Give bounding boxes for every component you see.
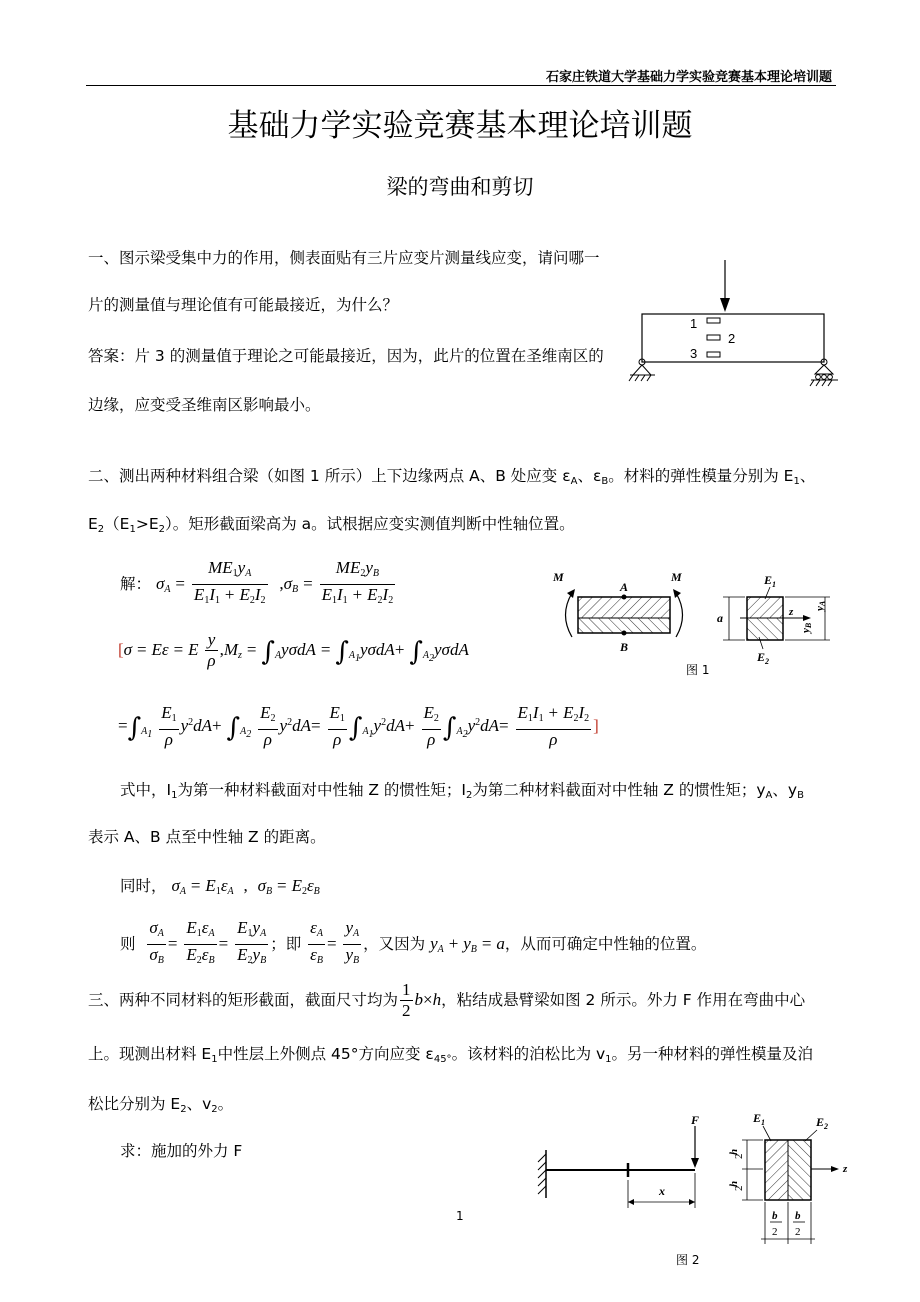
fig1-label-E1: $E_1$: [764, 573, 777, 589]
header-rule: [86, 85, 836, 86]
fig2-label-b-left: b: [772, 1210, 778, 1222]
fig1-label-B: B: [620, 640, 629, 654]
fig1-caption: 图 1: [686, 663, 710, 677]
page-subtitle: 梁的弯曲和剪切: [386, 175, 534, 199]
fig2-label-2-right: 2: [795, 1226, 801, 1238]
fig2-label-2-top: 2: [733, 1153, 745, 1159]
q1-answer-1: 答案：片 3 的测量值于理论之可能最接近，因为，此片的位置在圣维南区的: [88, 347, 604, 365]
fig1-label-M-right: M: [671, 570, 682, 584]
fig1-label-yB: yB: [800, 622, 813, 633]
q2-solution-formula-3: $=\int_{A_1}$ $\frac{E_1}{\rho}$ $y^2dA+ \int_{A_2}$ $\frac{E_2}{\rho}$ $y^2dA=$ $\frac{E_1}{\rho}$ $\int_{A_1}y^2dA+$ $\frac{E_2}{\rho}$ $\int_{A_2}y^2dA=$ $\frac{E_1I_1 + E_2I_2}{\rho}$ ]: [118, 703, 599, 749]
fig1-label-A: A: [620, 580, 629, 594]
q2-where-line-1: 式中，$I_1$为第一种材料截面对中性轴 Z 的惯性矩；$I_2$为第二种材料截面对中性轴 Z 的惯性矩；$y_A$、$y_B$: [120, 781, 804, 801]
fig2-label-2-left: 2: [772, 1226, 778, 1238]
q1-answer-2: 边缘，应变受圣维南区影响最小。: [88, 396, 321, 414]
fig2-label-E2: $E_2$: [816, 1115, 829, 1131]
q2-then-line: 则 $\frac{\sigma_A}{\sigma_B}$ = $\frac{E_1\varepsilon_A}{E_2\varepsilon_B}$ = $\frac{E_1y_A}{E_2y_B}$ ；即 $\frac{\varepsilon_A}{\varepsilon_B}$ = $\frac{y_A}{y_B}$ ，又因为 $y_A + y_B = a$，从而可确定中性轴的位置。: [120, 918, 707, 966]
q2-line-2: $E_2(E_1>E_2)$。矩形截面梁高为 a。试根据应变实测值判断中性轴位置。: [88, 515, 575, 535]
q2-where-line-2: 表示 A、B 点至中性轴 Z 的距离。: [88, 828, 326, 846]
q3-figure-2: [533, 1108, 858, 1258]
page-number: 1: [456, 1209, 464, 1223]
q2-line-1: 二、测出两种材料组合梁（如图 1 所示）上下边缘两点 A、B 处应变 $\varepsilon_A$、$\varepsilon_B$。材料的弹性模量分别为 $E_1$、: [88, 467, 816, 487]
fig2-label-2-bottom: 2: [733, 1185, 745, 1191]
fig2-caption: 图 2: [676, 1253, 700, 1267]
q2-same-time: 同时， $\sigma_A = E_1\varepsilon_A$ , $\sigma_B = E_2\varepsilon_B$: [120, 876, 320, 897]
q2-solution-formula-2: [σ = Eε = E $\frac{y}{\rho}$ $,M_z = \int_Ay\sigma dA = \int_{A_1}y\sigma dA+ \int_{A_2}y\sigma dA$: [118, 630, 469, 670]
q1-line-1: 一、图示梁受集中力的作用，侧表面贴有三片应变片测量线应变，请问哪一: [88, 249, 600, 267]
fig1-label-a: a: [717, 611, 723, 625]
fig2-label-b-right: b: [795, 1210, 801, 1222]
gauge-label-3: 3: [690, 346, 698, 361]
fig1-label-yA: yA: [814, 600, 827, 611]
q3-line-3: 松比分别为 $E_2$、$v_2$。: [88, 1095, 234, 1115]
fig2-label-x: x: [659, 1184, 665, 1198]
q3-line-2: 上。现测出材料 $E_1$中性层上外侧点 45°方向应变 $\varepsilon_{45^\circ}$。该材料的泊松比为 $v_1$。另一种材料的弹性模量及泊: [88, 1045, 814, 1065]
q3-ask: 求：施加的外力 F: [120, 1142, 243, 1160]
q1-line-2: 片的测量值与理论值有可能最接近，为什么？: [88, 296, 399, 314]
fig2-label-h-top: h: [728, 1148, 740, 1155]
gauge-label-2: 2: [728, 331, 736, 346]
gauge-label-1: 1: [690, 316, 698, 331]
fig1-label-E2: $E_2$: [757, 650, 770, 666]
running-header: 石家庄铁道大学基础力学实验竞赛基本理论培训题: [545, 70, 832, 85]
fig2-label-h-bottom: h: [728, 1180, 740, 1187]
q1-beam-figure: [628, 258, 843, 388]
fig2-label-E1: $E_1$: [753, 1111, 766, 1127]
q2-solution-formula-1: 解： $\sigma_A$ = $\frac{ME_1y_A}{E_1I_1 + E_2I_2}$ $,\sigma_B$ = $\frac{ME_2y_B}{E_1I_1 + E_2I_2}$: [120, 558, 394, 606]
solution-label: 解：: [120, 575, 152, 593]
fig1-label-M-left: M: [553, 570, 564, 584]
fig1-label-z: z: [789, 606, 794, 618]
fig2-label-F: F: [691, 1113, 700, 1127]
q3-line-1: 三、两种不同材料的矩形截面，截面尺寸均为 $\frac{1}{2}$ b×h，粘结成悬臂梁如图 2 所示。外力 F 作用在弯曲中心: [88, 980, 806, 1020]
page-title: 基础力学实验竞赛基本理论培训题: [227, 108, 693, 144]
fig2-label-z: z: [843, 1163, 848, 1175]
